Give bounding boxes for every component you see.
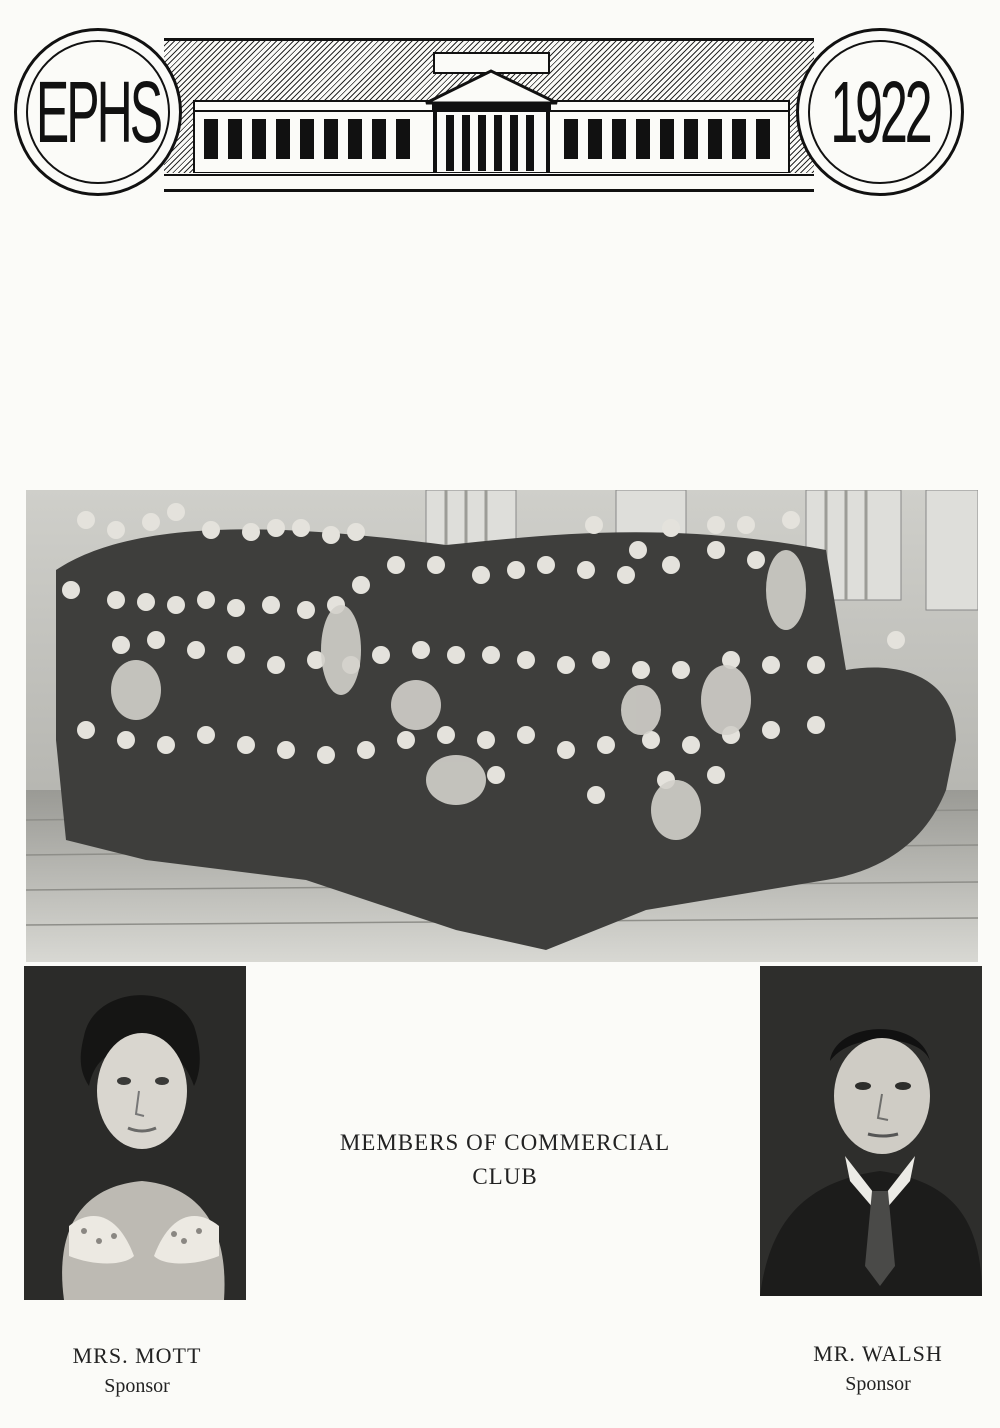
woman-portrait	[24, 966, 246, 1300]
school-initials: EPHS	[35, 63, 161, 161]
man-portrait	[760, 966, 982, 1296]
commercial-club-group-photo	[26, 490, 978, 962]
sponsor-caption-mott	[17, 1340, 257, 1400]
school-building-illustration	[164, 38, 814, 192]
sponsor-role: Sponsor	[104, 1375, 170, 1397]
sponsor-caption-walsh	[758, 1338, 998, 1398]
sponsor-role: Sponsor	[845, 1373, 911, 1395]
sponsor-name: MRS. MOTT	[72, 1343, 202, 1368]
caption-line-2: CLUB	[472, 1164, 538, 1189]
caption-line-1: MEMBERS OF COMMERCIAL	[339, 1130, 671, 1155]
year-text: 1922	[830, 63, 930, 161]
school-initials-seal	[14, 28, 182, 196]
group-caption	[300, 1126, 710, 1194]
year-seal	[796, 28, 964, 196]
sponsor-name: MR. WALSH	[813, 1341, 943, 1366]
yearbook-header	[14, 28, 964, 200]
